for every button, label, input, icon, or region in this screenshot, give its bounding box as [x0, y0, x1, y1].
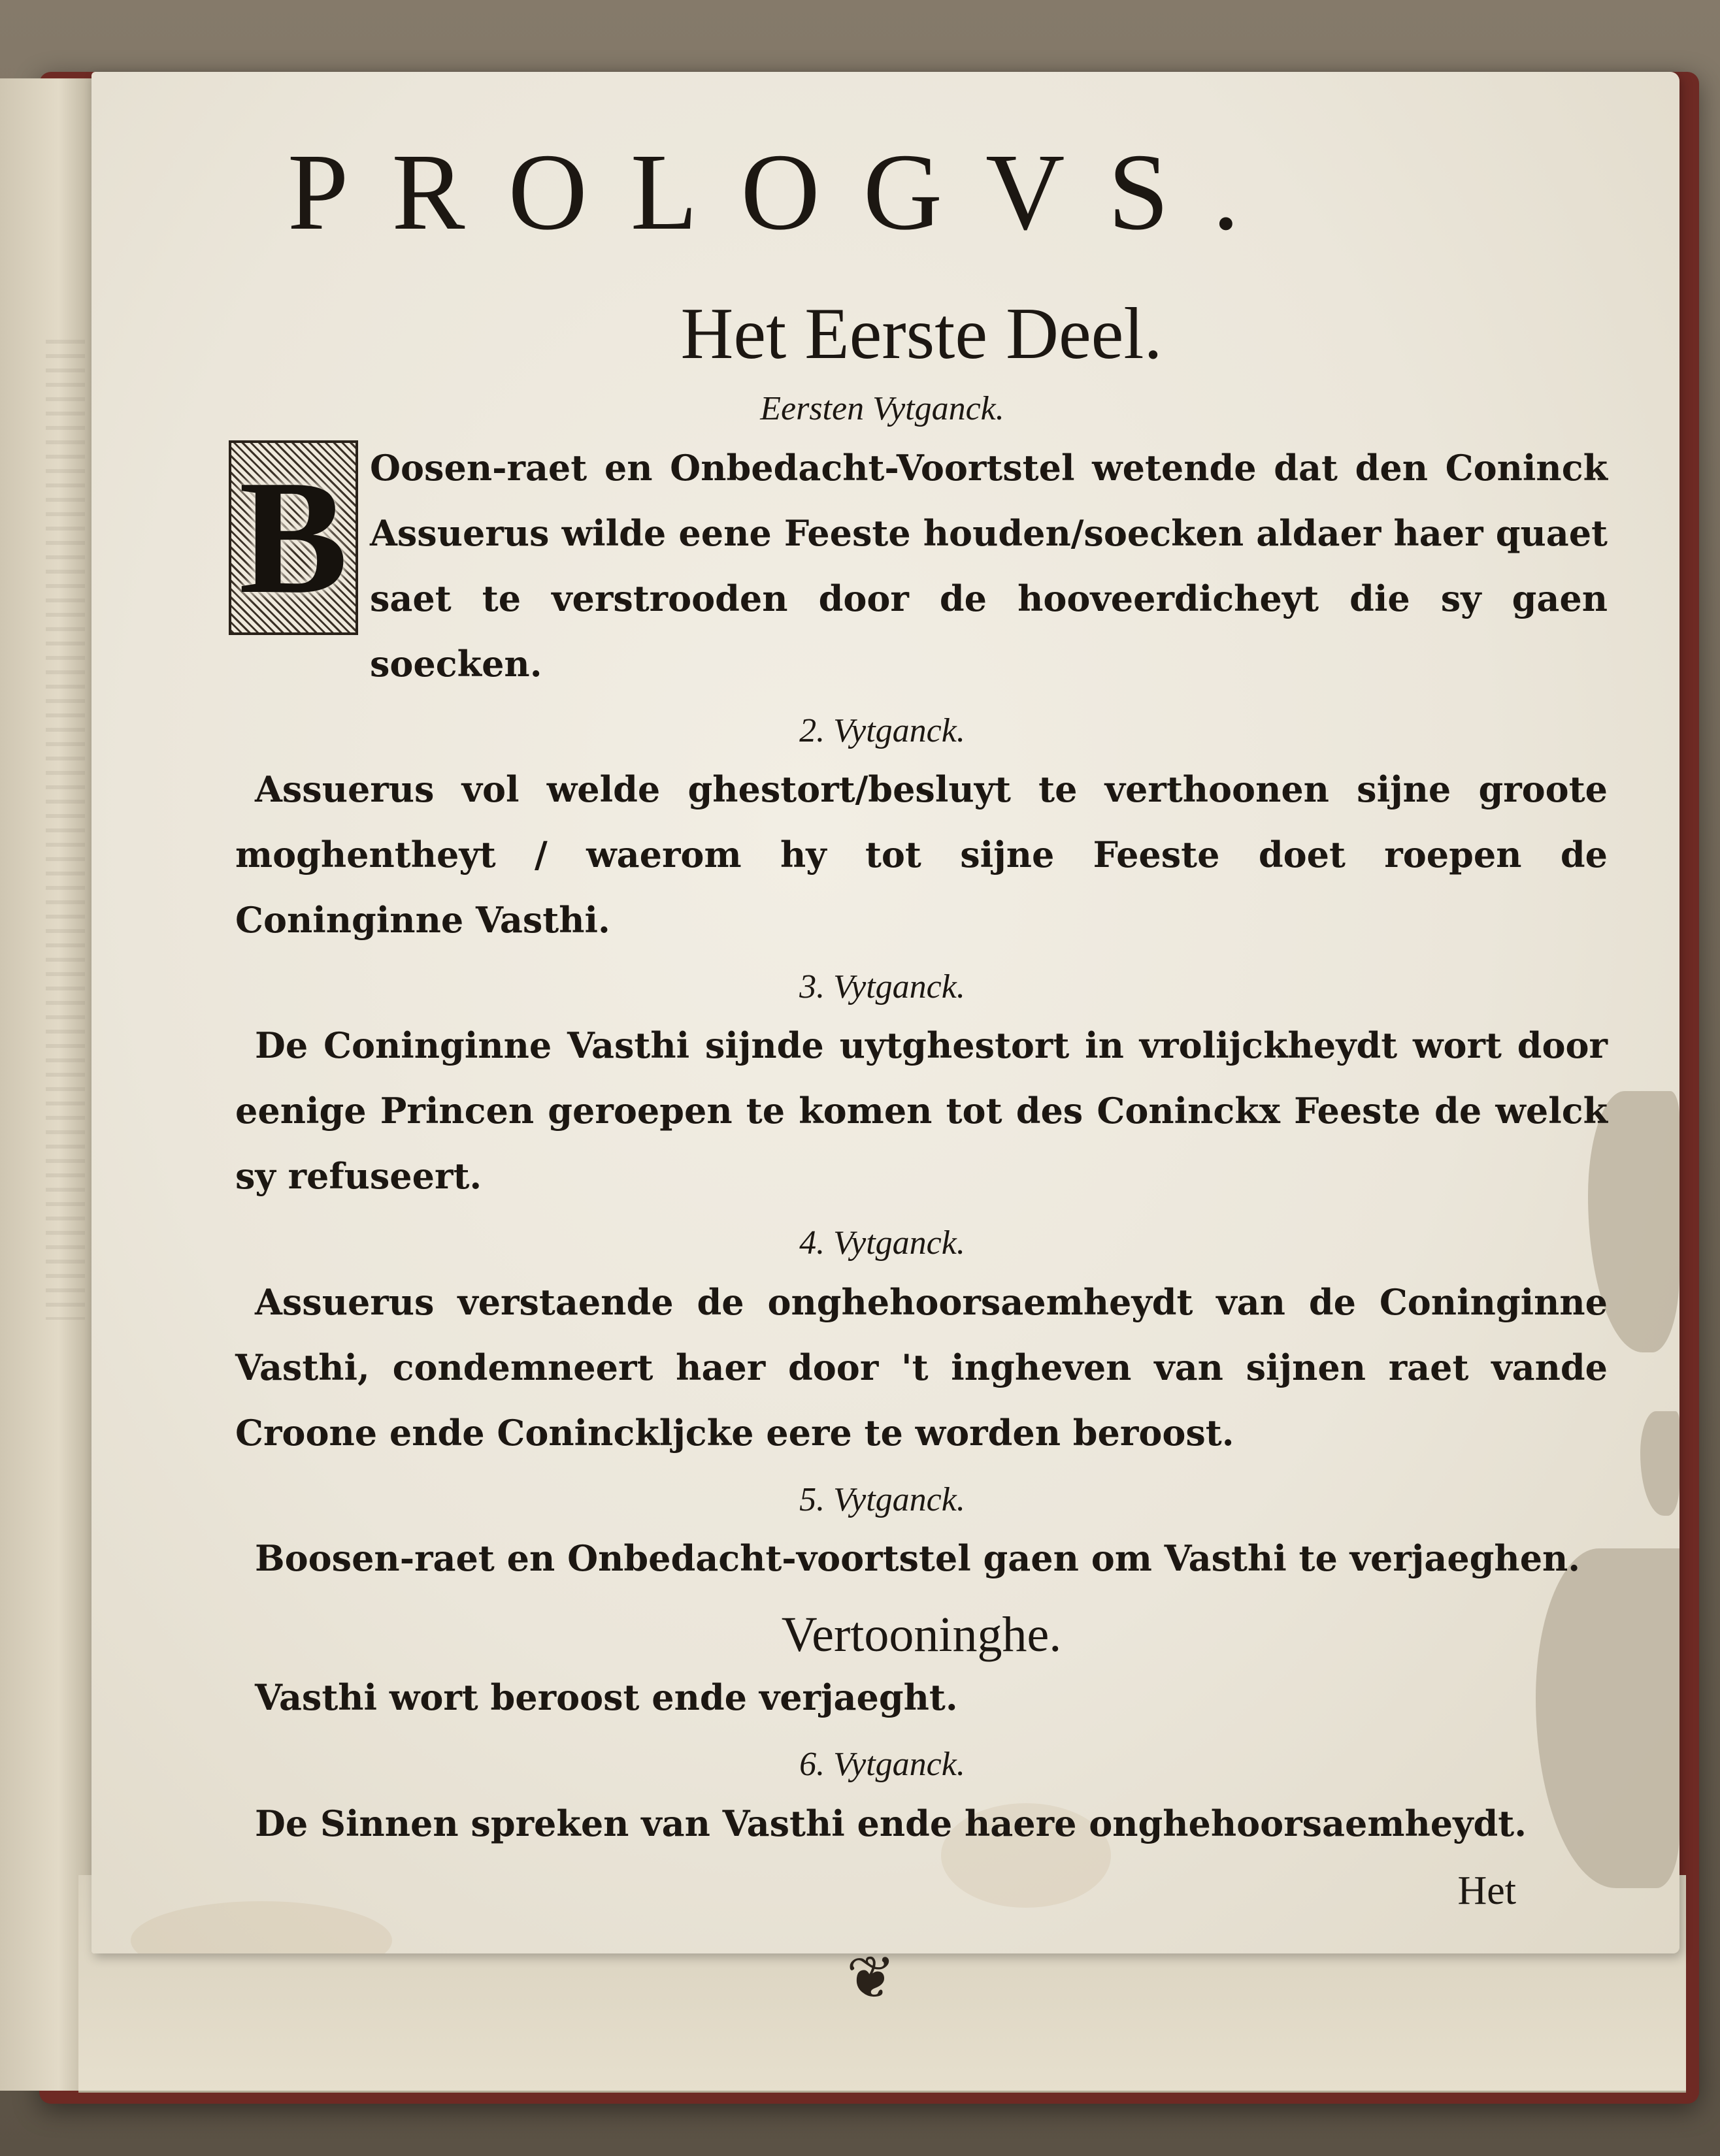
- facing-page-edge: [0, 78, 101, 2091]
- page-stain: [131, 1901, 392, 1953]
- section-3: [235, 967, 1608, 1209]
- part-heading: Het Eerste Deel.: [680, 293, 1163, 374]
- drop-cap-letter: B: [239, 446, 348, 628]
- section-label: 4. Vytganck.: [799, 1224, 965, 1262]
- section-label: 5. Vytganck.: [799, 1480, 965, 1518]
- section-text: Boosen-raet en Onbedacht-voortstel gaen om Vasthi te verjaeghen.: [255, 1537, 1581, 1580]
- catchword: Het: [1457, 1869, 1516, 1913]
- section-text: De Coninginne Vasthi sijnde uytghestort in vrolijckheydt wort door eenige Princen geroepen te komen tot des Coninckx Feeste de welck sy refuseert.: [235, 1024, 1608, 1198]
- section-2: [235, 711, 1608, 953]
- page-text: [235, 131, 1608, 1856]
- section-text: Assuerus vol welde ghestort/besluyt te verthoonen sijne groote moghentheyt / waerom hy tot sijne Feeste doet roepen de Coninginne Vasthi.: [235, 768, 1608, 941]
- vertooninghe-text: Vasthi wort beroost ende verjaeght.: [255, 1676, 958, 1719]
- drop-cap-initial: [229, 440, 358, 635]
- section-1: [235, 389, 1608, 696]
- book-page: [91, 72, 1679, 1953]
- section-4: [235, 1223, 1608, 1465]
- section-5: [235, 1480, 1608, 1591]
- section-label: 2. Vytganck.: [799, 711, 965, 749]
- section-6: [235, 1744, 1608, 1855]
- section-text: Assuerus verstaende de onghehoorsaemheydt van de Coninginne Vasthi, condemneert haer door 't ingheven van sijnen raet vande Croone ende Coninckljcke eere te worden beroost.: [235, 1281, 1608, 1454]
- vertooninghe-heading: Vertooninghe.: [781, 1607, 1062, 1663]
- section-text: [235, 435, 1608, 696]
- binding-ornament-icon: ❦: [846, 1944, 896, 2012]
- section-text-body: Oosen-raet en Onbedacht-Voortstel wetende dat den Coninck Assuerus wilde eene Feeste houden/soecken aldaer haer quaet saet te verstrooden door de hooveerdicheyt die sy gaen soecken.: [370, 446, 1608, 685]
- facing-page-text-shadow: [46, 340, 85, 1320]
- section-label: Eersten Vytganck.: [760, 390, 1004, 428]
- section-text: De Sinnen spreken van Vasthi ende haere onghehoorsaemheydt.: [255, 1802, 1527, 1844]
- section-label: 3. Vytganck.: [799, 968, 965, 1005]
- section-label: 6. Vytganck.: [799, 1746, 965, 1784]
- page-title: PROLOGVS.: [288, 131, 1283, 253]
- torn-edge: [1640, 1411, 1679, 1516]
